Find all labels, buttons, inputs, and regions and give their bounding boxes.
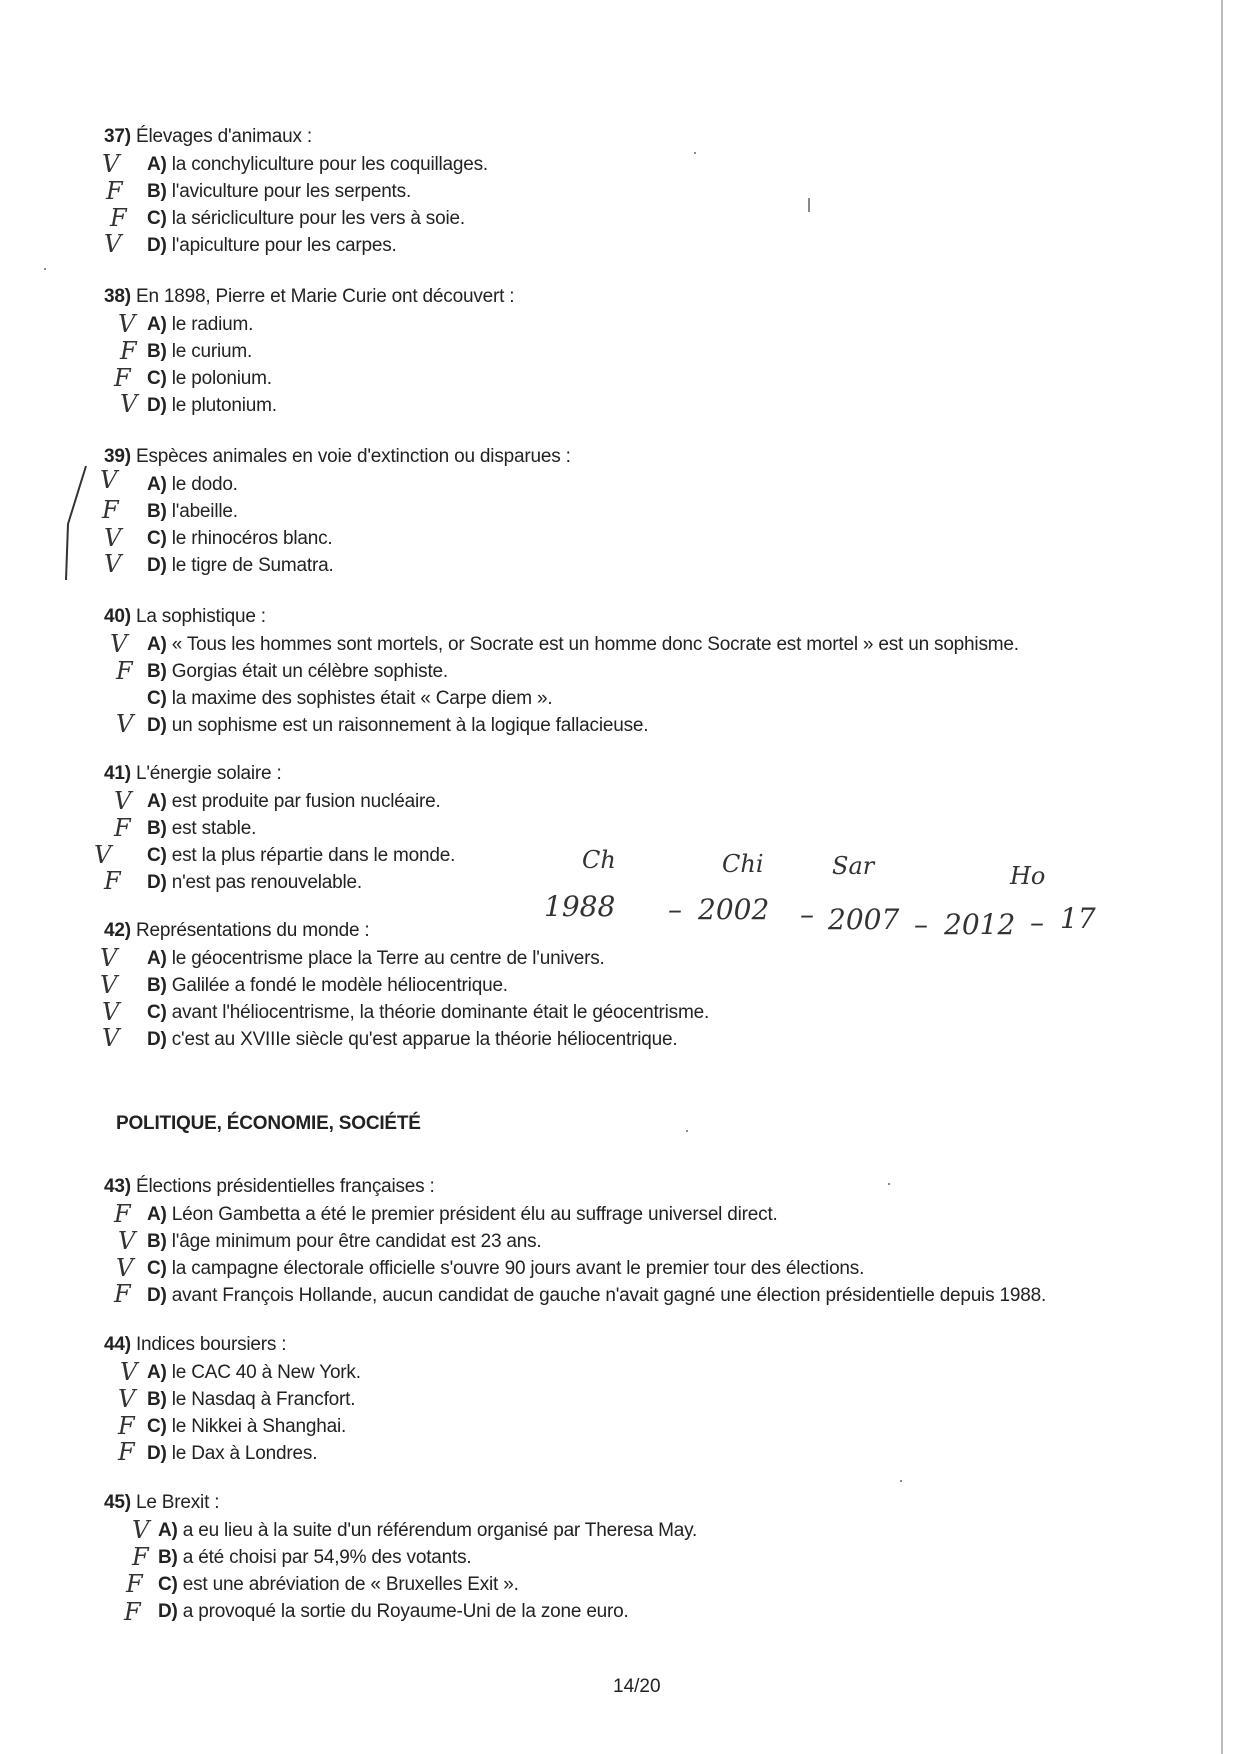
- handwritten-dash: –: [914, 908, 928, 941]
- option-c: C) avant l'héliocentrisme, la théorie dominante était le géocentrisme.: [147, 1002, 710, 1023]
- option-a: A) le CAC 40 à New York.: [147, 1362, 361, 1383]
- handwritten-mark: V: [118, 1385, 136, 1413]
- option-d: D) le tigre de Sumatra.: [147, 555, 334, 576]
- bracket-stroke: [60, 464, 90, 584]
- option-c: C) le Nikkei à Shanghai.: [147, 1416, 347, 1437]
- option-c: C) la campagne électorale officielle s'ouvre 90 jours avant le premier tour des élections.: [147, 1258, 865, 1279]
- handwritten-mark: F: [114, 364, 131, 392]
- question-title: 45) Le Brexit :: [104, 1492, 220, 1513]
- option-a: A) « Tous les hommes sont mortels, or Socrate est un homme donc Socrate est mortel » est un sophisme.: [147, 634, 1019, 655]
- option-d: D) le Dax à Londres.: [147, 1443, 318, 1464]
- scan-speck: [808, 198, 810, 212]
- handwritten-year: 17: [1060, 902, 1096, 935]
- option-c: C) la séricliculture pour les vers à soie.: [147, 208, 465, 229]
- handwritten-mark: V: [104, 230, 122, 258]
- handwritten-year: 2002: [698, 893, 770, 926]
- option-a: A) le géocentrisme place la Terre au centre de l'univers.: [147, 948, 605, 969]
- scan-speck: [888, 1183, 890, 1185]
- option-d: D) un sophisme est un raisonnement à la logique fallacieuse.: [147, 715, 649, 736]
- scan-speck: [686, 1130, 688, 1132]
- handwritten-mark: V: [102, 1024, 120, 1052]
- handwritten-mark: F: [124, 1598, 141, 1626]
- handwritten-mark: F: [118, 1412, 135, 1440]
- handwritten-mark: V: [110, 630, 128, 658]
- option-b: B) l'aviculture pour les serpents.: [147, 181, 412, 202]
- option-a: A) Léon Gambetta a été le premier président élu au suffrage universel direct.: [147, 1204, 778, 1225]
- question-title: 41) L'énergie solaire :: [104, 763, 282, 784]
- option-a: A) le radium.: [147, 314, 254, 335]
- handwritten-mark: V: [104, 524, 122, 552]
- option-c: C) le rhinocéros blanc.: [147, 528, 333, 549]
- handwritten-mark: F: [114, 814, 131, 842]
- handwritten-mark: V: [102, 150, 120, 178]
- question-title: 42) Représentations du monde :: [104, 920, 370, 941]
- option-d: D) n'est pas renouvelable.: [147, 872, 362, 893]
- handwritten-year: 2012: [944, 908, 1016, 941]
- handwritten-name: Sar: [832, 852, 875, 880]
- option-d: D) le plutonium.: [147, 395, 277, 416]
- option-b: B) l'âge minimum pour être candidat est 23 ans.: [147, 1231, 542, 1252]
- handwritten-mark: F: [114, 1200, 131, 1228]
- handwritten-mark: V: [100, 944, 118, 972]
- option-a: A) est produite par fusion nucléaire.: [147, 791, 441, 812]
- question-title: 43) Élections présidentielles françaises :: [104, 1176, 435, 1197]
- option-b: B) Galilée a fondé le modèle héliocentrique.: [147, 975, 508, 996]
- handwritten-name: Ch: [582, 846, 616, 874]
- option-a: A) a eu lieu à la suite d'un référendum organisé par Theresa May.: [158, 1520, 698, 1541]
- handwritten-mark: F: [132, 1543, 149, 1571]
- handwritten-year: 2007: [828, 903, 900, 936]
- option-b: B) a été choisi par 54,9% des votants.: [158, 1547, 472, 1568]
- option-c: C) est la plus répartie dans le monde.: [147, 845, 456, 866]
- question-title: 38) En 1898, Pierre et Marie Curie ont découvert :: [104, 286, 515, 307]
- handwritten-mark: F: [110, 204, 127, 232]
- handwritten-mark: V: [100, 466, 118, 494]
- handwritten-mark: V: [116, 1254, 134, 1282]
- option-a: A) la conchyliculture pour les coquillages.: [147, 154, 488, 175]
- handwritten-mark: F: [104, 867, 121, 895]
- option-d: D) l'apiculture pour les carpes.: [147, 235, 397, 256]
- handwritten-mark: V: [118, 1227, 136, 1255]
- handwritten-mark: F: [102, 496, 119, 524]
- handwritten-mark: V: [114, 787, 132, 815]
- handwritten-mark: F: [118, 1438, 135, 1466]
- handwritten-mark: F: [114, 1280, 131, 1308]
- option-d: D) c'est au XVIIIe siècle qu'est apparue la théorie héliocentrique.: [147, 1029, 678, 1050]
- handwritten-name: Ho: [1010, 862, 1046, 890]
- handwritten-mark: F: [116, 657, 133, 685]
- page-number: 14/20: [613, 1676, 661, 1697]
- handwritten-year: 1988: [544, 890, 616, 923]
- handwritten-mark: F: [106, 177, 123, 205]
- handwritten-name: Chi: [722, 850, 764, 878]
- question-title: 40) La sophistique :: [104, 606, 266, 627]
- handwritten-mark: F: [126, 1570, 143, 1598]
- handwritten-mark: V: [116, 710, 134, 738]
- handwritten-mark: V: [132, 1516, 150, 1544]
- handwritten-dash: –: [800, 898, 814, 931]
- handwritten-dash: –: [1030, 906, 1044, 939]
- handwritten-mark: V: [104, 550, 122, 578]
- option-d: D) a provoqué la sortie du Royaume-Uni de la zone euro.: [158, 1601, 629, 1622]
- option-b: B) le Nasdaq à Francfort.: [147, 1389, 356, 1410]
- handwritten-mark: V: [120, 390, 138, 418]
- scan-speck: [694, 152, 696, 154]
- question-title: 44) Indices boursiers :: [104, 1334, 287, 1355]
- option-d: D) avant François Hollande, aucun candidat de gauche n'avait gagné une élection présidentielle depuis 1988.: [147, 1285, 1047, 1306]
- option-a: A) le dodo.: [147, 474, 238, 495]
- handwritten-mark: F: [120, 337, 137, 365]
- section-title: POLITIQUE, ÉCONOMIE, SOCIÉTÉ: [116, 1113, 421, 1134]
- option-c: C) est une abréviation de « Bruxelles Exit ».: [158, 1574, 519, 1595]
- option-b: B) est stable.: [147, 818, 257, 839]
- handwritten-mark: V: [120, 1358, 138, 1386]
- option-c: C) la maxime des sophistes était « Carpe diem ».: [147, 688, 553, 709]
- handwritten-mark: V: [94, 841, 112, 869]
- option-c: C) le polonium.: [147, 368, 272, 389]
- handwritten-mark: V: [100, 971, 118, 999]
- page-edge-line: [1221, 0, 1223, 1754]
- handwritten-mark: V: [102, 998, 120, 1026]
- question-title: 39) Espèces animales en voie d'extinction ou disparues :: [104, 446, 571, 467]
- scan-speck: [44, 268, 46, 270]
- question-title: 37) Élevages d'animaux :: [104, 126, 312, 147]
- option-b: B) Gorgias était un célèbre sophiste.: [147, 661, 449, 682]
- option-b: B) le curium.: [147, 341, 253, 362]
- option-b: B) l'abeille.: [147, 501, 238, 522]
- scan-speck: [900, 1480, 902, 1482]
- handwritten-mark: V: [118, 310, 136, 338]
- handwritten-dash: –: [668, 893, 682, 926]
